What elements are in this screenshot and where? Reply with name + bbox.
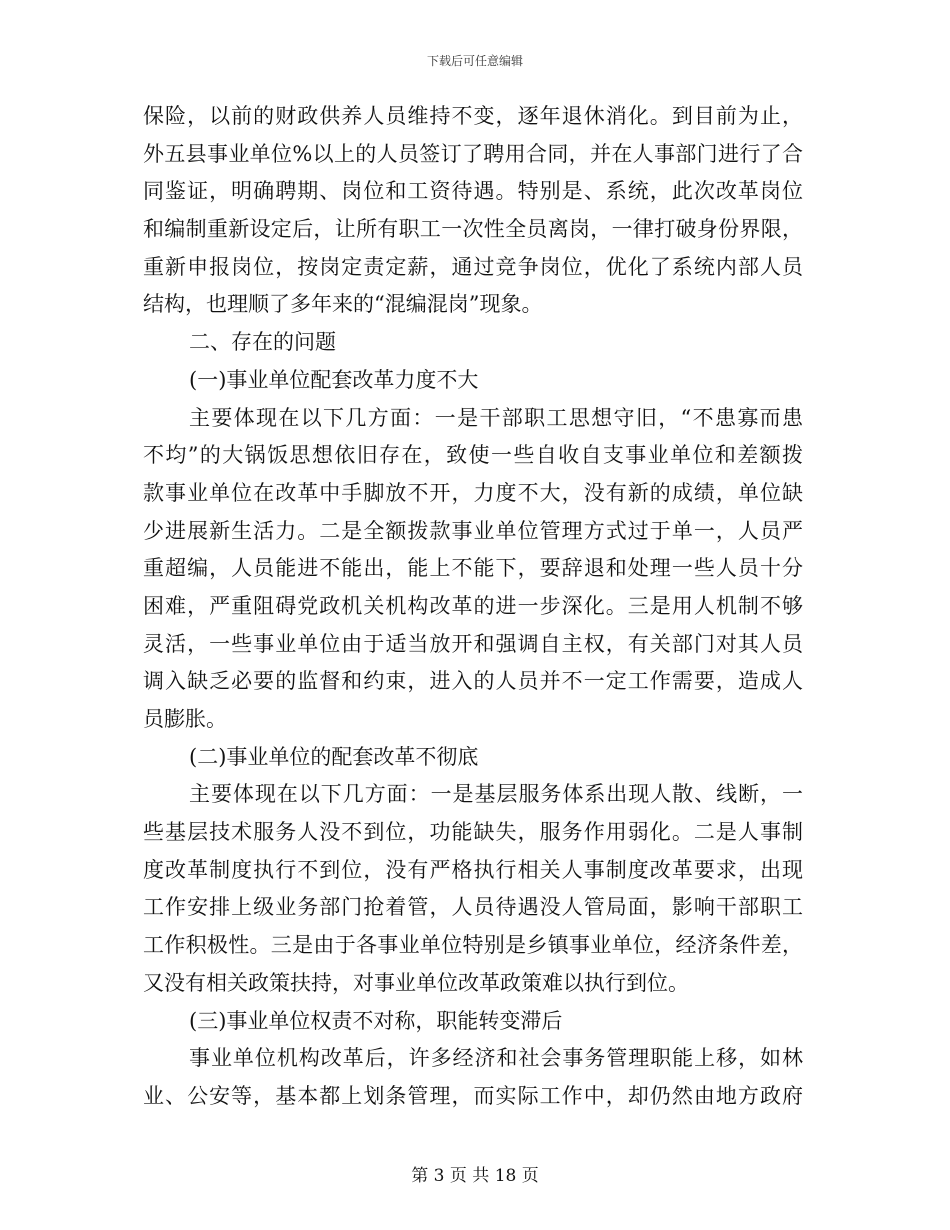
text-line: 二、存在的问题 <box>189 330 336 355</box>
text-line: (二)事业单位的配套改革不彻底 <box>189 744 479 769</box>
text-line: 外五县事业单位%以上的人员签订了聘用合同，并在人事部门进行了合 <box>143 141 803 166</box>
text-line: 重超编，人员能进不能出，能上不能下，要辞退和处理一些人员十分 <box>143 556 803 581</box>
page-footer: 第 3 页 共 18 页 <box>411 1166 539 1186</box>
text-line: 又没有相关政策扶持，对事业单位改革政策难以执行到位。 <box>143 970 689 995</box>
text-line: 工作安排上级业务部门抢着管，人员待遇没人管局面，影响干部职工 <box>143 895 803 920</box>
text-line: 保险，以前的财政供养人员维持不变，逐年退休消化。到目前为止， <box>143 104 803 128</box>
text-line: 业、公安等，基本都上划条管理，而实际工作中，却仍然由地方政府 <box>143 1083 803 1108</box>
text-line: 些基层技术服务人没不到位，功能缺失，服务作用弱化。二是人事制 <box>143 820 803 845</box>
text-line: 灵活，一些事业单位由于适当放开和强调自主权，有关部门对其人员 <box>143 631 803 656</box>
text-line: (三)事业单位权责不对称，职能转变滞后 <box>189 1008 563 1033</box>
text-line: 重新申报岗位，按岗定责定薪，通过竞争岗位，优化了系统内部人员 <box>143 254 803 279</box>
text-line: 少进展新生活力。二是全额拨款事业单位管理方式过于单一，人员严 <box>143 518 803 543</box>
text-line: 款事业单位在改革中手脚放不开，力度不大，没有新的成绩，单位缺 <box>143 480 803 505</box>
text-line: 和编制重新设定后，让所有职工一次性全员离岗，一律打破身份界限， <box>143 217 803 242</box>
text-line: 工作积极性。三是由于各事业单位特别是乡镇事业单位，经济条件差， <box>143 933 803 958</box>
text-line: (一)事业单位配套改革力度不大 <box>189 367 479 392</box>
text-line: 主要体现在以下几方面：一是基层服务体系出现人散、线断，一 <box>189 782 803 807</box>
text-line: 调入缺乏必要的监督和约束，进入的人员并不一定工作需要，造成人 <box>143 669 803 694</box>
text-line: 同鉴证，明确聘期、岗位和工资待遇。特别是、系统，此次改革岗位 <box>143 179 803 204</box>
text-line: 不均”的大锅饭思想依旧存在，致使一些自收自支事业单位和差额拨 <box>143 443 803 468</box>
text-line: 事业单位机构改革后，许多经济和社会事务管理职能上移，如林 <box>189 1046 803 1071</box>
document-body <box>143 98 803 1116</box>
text-line: 结构，也理顺了多年来的“混编混岗”现象。 <box>143 292 543 317</box>
text-line: 主要体现在以下几方面：一是干部职工思想守旧，“不患寡而患 <box>189 405 803 430</box>
page-header: 下载后可任意编辑 <box>426 54 523 68</box>
text-line: 困难，严重阻碍党政机关机构改革的进一步深化。三是用人机制不够 <box>143 593 803 618</box>
text-line: 员膨胀。 <box>143 707 227 731</box>
text-line: 度改革制度执行不到位，没有严格执行相关人事制度改革要求，出现 <box>143 857 803 882</box>
